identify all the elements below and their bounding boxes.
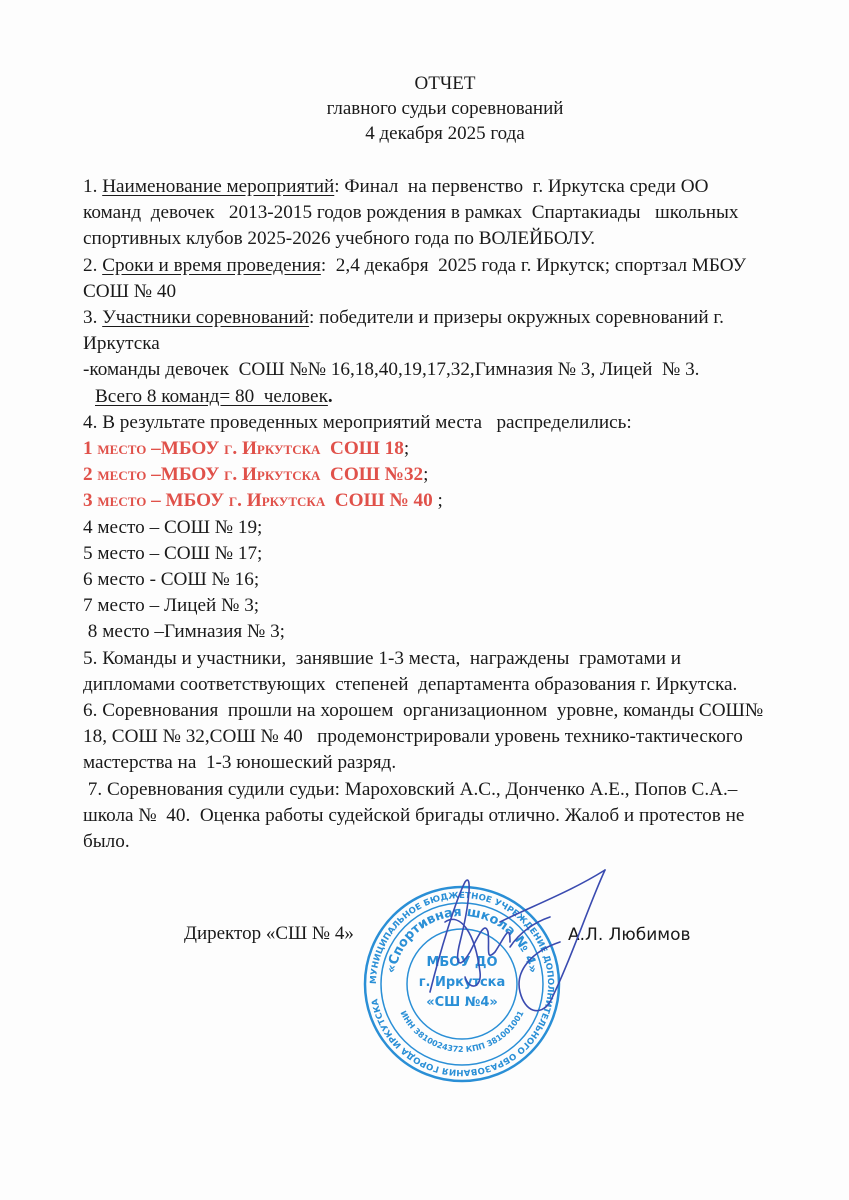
stamp-center-line: г. Иркутска [418, 975, 506, 990]
section-label: Участники соревнований [102, 307, 310, 329]
section-number: 2. [83, 254, 103, 276]
section-3 [83, 305, 823, 331]
section-number: 1. [83, 176, 103, 197]
document-date: 4 декабря 2025 года [365, 123, 525, 144]
section-text: Иркутска [83, 333, 160, 355]
stamp-ring-text: «Спортивная школа № 4» [383, 904, 541, 975]
section-text: -команды девочек СОШ №№ 16,18,40,19,17,32,Гимназия № 3, Лицей № 3. [83, 359, 700, 381]
section-text: СОШ № 40 [83, 280, 177, 302]
place-3 [83, 488, 823, 514]
total-end: . [327, 385, 333, 407]
signatory-position: Директор «СШ № 4» [184, 923, 354, 944]
stamp-bottom-text: ИНН 3810024372 КПП 381001001 [398, 1009, 526, 1055]
place-4: 4 место – СОШ № 19; [83, 516, 263, 538]
winner-text: 3 место – МБОУ г. Иркутска СОШ № 40 [83, 490, 438, 512]
report-body [83, 174, 823, 855]
section-6-text: мастерства на 1-3 юношеский разряд. [83, 752, 397, 774]
place-2 [83, 462, 823, 488]
section-6-text: 6. Соревнования прошли на хорошем организационном уровне, команды СОШ№ [83, 700, 764, 722]
handwritten-signature [400, 862, 620, 1022]
place-6: 6 место - СОШ № 16; [83, 569, 260, 591]
section-2 [83, 253, 823, 279]
section-text: команд девочек 2013-2015 годов рождения в рамках Спартакиады школьных [83, 202, 739, 224]
section-1 [83, 174, 823, 200]
section-text: : 2,4 декабря 2025 года г. Иркутск; спортзал МБОУ [320, 254, 747, 276]
winner-text: 2 место –МБОУ г. Иркутска СОШ №32 [83, 464, 424, 486]
section-5-text: 5. Команды и участники, занявшие 1-3 места, награждены грамотами и [83, 647, 682, 669]
place-8: 8 место –Гимназия № 3; [83, 621, 286, 643]
participants-total [83, 384, 823, 410]
section-6-text: 18, СОШ № 32,СОШ № 40 продемонстрировали уровень технико-тактического [83, 726, 743, 748]
section-text: : победители и призеры окружных соревнований г. [309, 307, 724, 329]
stamp-outer-text: МУНИЦИПАЛЬНОЕ БЮДЖЕТНОЕ УЧРЕЖДЕНИЕ ДОПОЛНИТЕЛЬНОГО ОБРАЗОВАНИЯ ГОРОДА ИРКУТСКА [368, 890, 556, 1078]
total-text: Всего 8 команд= 80 человек [95, 385, 328, 407]
winner-end: ; [437, 490, 443, 512]
signatory-name: А.Л. Любимов [568, 925, 691, 945]
winner-end: ; [423, 464, 429, 486]
section-number: 3. [83, 307, 103, 329]
section-label: Наименование мероприятий [102, 176, 335, 197]
section-5-text: дипломами соответствующих степеней департамента образования г. Иркутска. [83, 673, 738, 695]
winner-text: 1 место –МБОУ г. Иркутска СОШ 18 [83, 438, 404, 460]
results-intro: 4. В результате проведенных мероприятий места распределились: [83, 411, 632, 433]
stamp-center-line: «СШ №4» [426, 995, 498, 1010]
section-label: Сроки и время проведения [102, 254, 321, 276]
section-text: : Финал на первенство г. Иркутска среди ОО [334, 176, 709, 197]
document-subtitle: главного судьи соревнований [326, 98, 564, 119]
place-1 [83, 436, 823, 462]
section-7-text: 7. Соревнования судили судьи: Мароховский А.С., Донченко А.Е., Попов С.А.– [83, 778, 738, 800]
place-5: 5 место – СОШ № 17; [83, 542, 263, 564]
section-7-text: школа № 40. Оценка работы судейской бригады отлично. Жалоб и протестов не [83, 804, 745, 826]
winner-end: ; [403, 438, 410, 460]
section-7-text: было. [83, 831, 130, 853]
stamp-center-line: МБОУ ДО [426, 955, 498, 970]
document-title: ОТЧЕТ [414, 73, 476, 94]
section-text: спортивных клубов 2025-2026 учебного года по ВОЛЕЙБОЛУ. [83, 228, 596, 250]
place-7: 7 место – Лицей № 3; [83, 595, 260, 617]
